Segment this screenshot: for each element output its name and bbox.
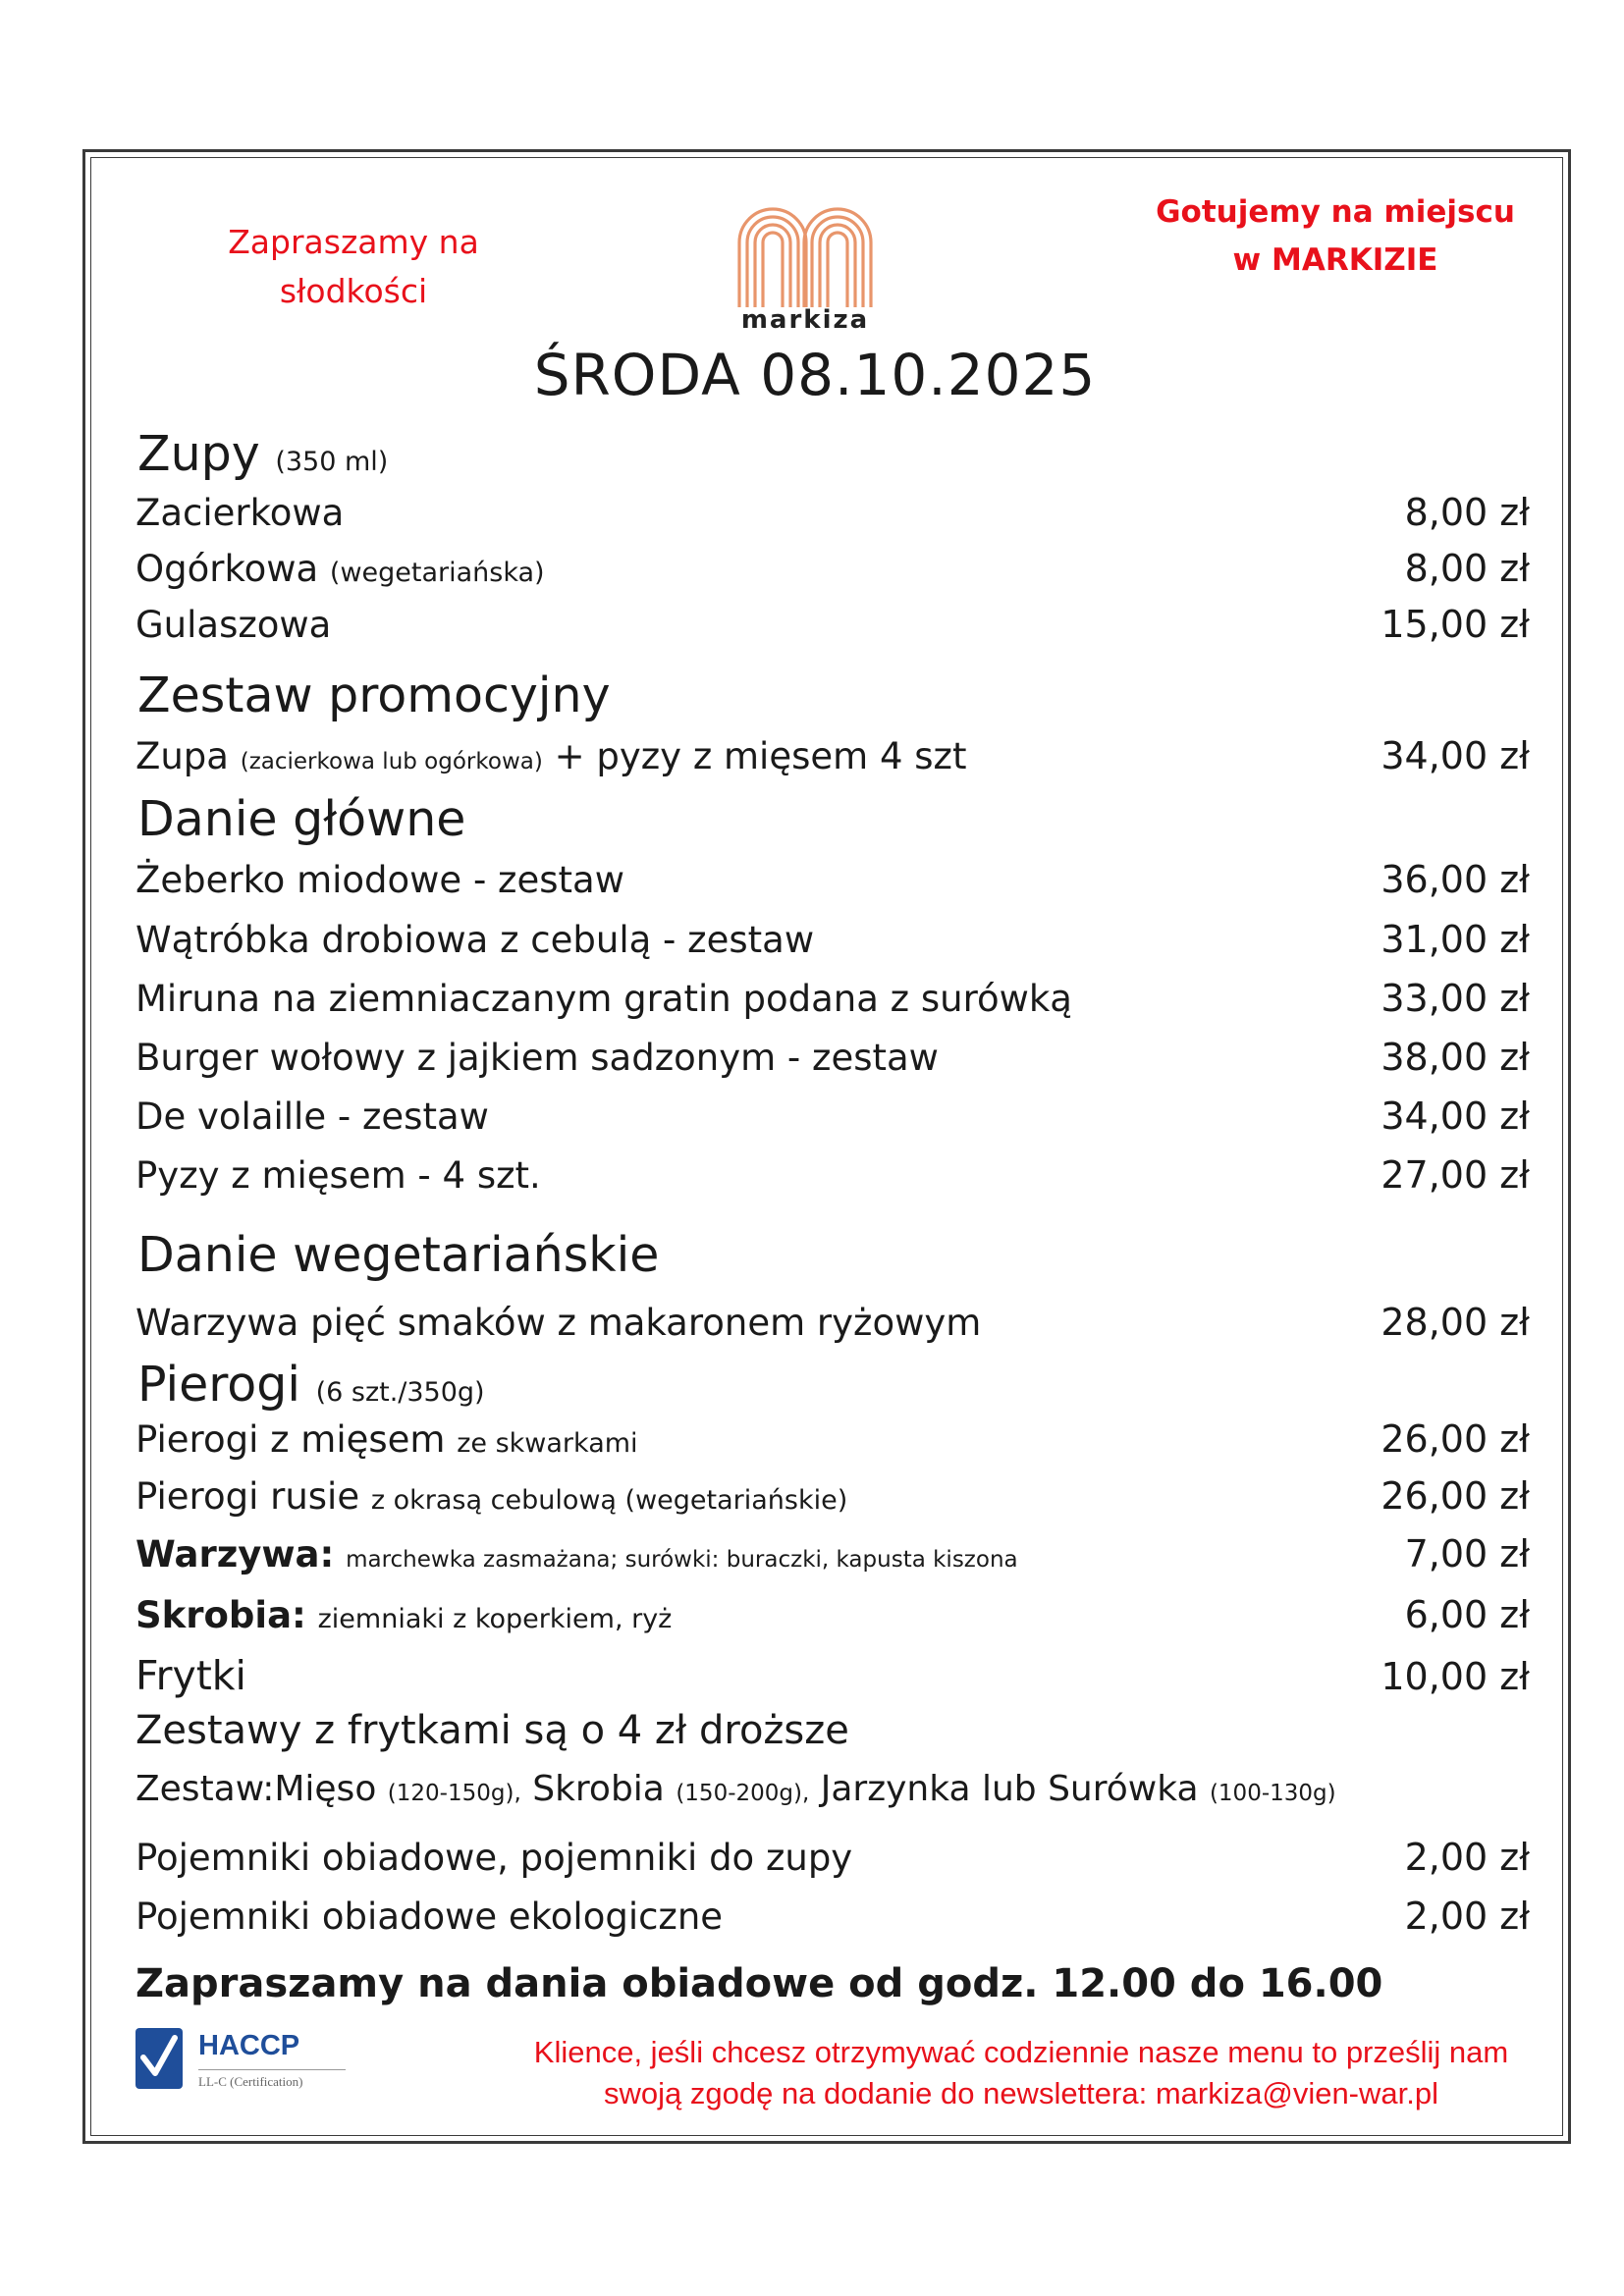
fries-surcharge-note: Zestawy z frytkami są o 4 zł droższe [135,1708,849,1753]
set-part-note: (100-130g) [1209,1781,1336,1806]
item-note: (wegetariańska) [329,558,545,588]
soups-title: Zupy [137,426,260,482]
item-note: ze skwarkami [457,1428,638,1459]
cooking-line-2: w MARKIZIE [1232,242,1438,278]
item-name: Pojemniki obiadowe ekologiczne [135,1896,724,1938]
menu-item [135,1095,1530,1138]
item-name: Żeberko miodowe - zestaw [135,859,624,901]
item-name: Wątróbka drobiowa z cebulą - zestaw [135,919,815,961]
markiza-logo-icon [731,201,879,309]
item-price: 26,00 zł [1380,1417,1530,1461]
item-name: De volaille - zestaw [135,1095,489,1138]
cooking-line-1: Gotujemy na miejscu [1156,194,1515,230]
item-name: Pojemniki obiadowe, pojemniki do zupy [135,1837,853,1879]
set-composition [135,1769,1336,1809]
item-note: marchewka zasmażana; surówki: buraczki, kapusta kiszona [346,1547,1018,1573]
menu-item [135,918,1530,961]
menu-item [135,734,1530,777]
item-name-text: Pierogi z mięsem [135,1418,446,1461]
item-price: 34,00 zł [1380,1095,1530,1138]
haccp-check-icon [135,2028,183,2089]
newsletter-line-1: Klience, jeśli chcesz otrzymywać codziennie nasze menu to prześlij nam [533,2035,1509,2069]
item-note: z okrasą cebulową (wegetariańskie) [370,1485,848,1516]
item-name-text: Pierogi rusie [135,1475,360,1518]
item-name-text: Ogórkowa [135,548,319,590]
item-price: 10,00 zł [1380,1655,1530,1698]
dumplings-portion-note: (6 szt./350g) [315,1377,485,1408]
newsletter-line-2: swoją zgodę na dodanie do newslettera: markiza@vien-war.pl [604,2076,1438,2110]
item-name [135,548,545,590]
set-part-note: (150-200g), [676,1781,810,1806]
item-note: (zacierkowa lub ogórkowa) [240,749,543,774]
item-price: 15,00 zł [1380,603,1530,646]
sweets-line-1: Zapraszamy na [228,223,479,261]
haccp-title: HACCP [198,2030,300,2061]
item-price: 28,00 zł [1380,1301,1530,1344]
haccp-badge [135,2028,352,2097]
item-name [135,1533,1018,1575]
menu-item [135,1474,1530,1518]
sweets-invitation [196,218,511,316]
section-title-main: Danie główne [137,791,466,847]
item-name [135,735,966,777]
item-price: 38,00 zł [1380,1036,1530,1079]
item-name: Zacierkowa [135,492,345,534]
dumplings-title: Pierogi [137,1357,300,1413]
section-title-soups [137,426,388,482]
item-name: Pyzy z mięsem - 4 szt. [135,1154,541,1197]
soups-portion-note: (350 ml) [275,447,389,477]
item-price: 7,00 zł [1404,1532,1530,1575]
item-price: 26,00 zł [1380,1474,1530,1518]
item-label: Warzywa: [135,1533,335,1575]
item-price: 6,00 zł [1404,1593,1530,1636]
menu-item [135,1153,1530,1197]
menu-item [135,547,1530,590]
item-note: ziemniaki z koperkiem, ryż [317,1604,673,1634]
menu-item [135,1836,1530,1879]
item-name: Gulaszowa [135,604,332,646]
set-part-veg: Jarzynka lub Surówka [820,1769,1199,1809]
menu-item [135,1895,1530,1938]
set-part-note: (120-150g), [387,1781,521,1806]
item-price: 27,00 zł [1380,1153,1530,1197]
menu-item [135,603,1530,646]
item-price: 31,00 zł [1380,918,1530,961]
menu-item [135,1532,1530,1575]
item-price: 33,00 zł [1380,977,1530,1020]
menu-date: ŚRODA 08.10.2025 [533,342,1097,408]
item-name: Warzywa pięć smaków z makaronem ryżowym [135,1302,982,1344]
menu-item [135,1301,1530,1344]
item-name [135,1475,847,1518]
item-name: Miruna na ziemniaczanym gratin podana z surówką [135,978,1072,1020]
set-part-meat: Zestaw:Mięso [135,1769,377,1809]
menu-item [135,1593,1530,1636]
menu-item [135,977,1530,1020]
item-name-rest: + pyzy z mięsem 4 szt [554,735,967,777]
item-name [135,1594,672,1636]
menu-item [135,1417,1530,1461]
section-title-promo: Zestaw promocyjny [137,667,611,723]
menu-item [135,858,1530,901]
set-part-starch: Skrobia [532,1769,665,1809]
item-price: 2,00 zł [1404,1836,1530,1879]
sweets-line-2: słodkości [279,272,428,310]
item-label: Skrobia: [135,1594,306,1636]
item-price: 2,00 zł [1404,1895,1530,1938]
item-name: Burger wołowy z jajkiem sadzonym - zestaw [135,1037,939,1079]
item-price: 8,00 zł [1404,491,1530,534]
menu-item [135,491,1530,534]
cooking-note [1139,188,1532,285]
section-title-dumplings [137,1357,485,1413]
item-name [135,1418,638,1461]
logo-wordmark: markiza [740,305,870,335]
menu-item [135,1036,1530,1079]
section-title-vegetarian: Danie wegetariańskie [137,1227,660,1283]
menu-item [135,1652,1530,1699]
item-price: 34,00 zł [1380,734,1530,777]
item-price: 8,00 zł [1404,547,1530,590]
newsletter-note [432,2032,1610,2114]
lunch-hours: Zapraszamy na dania obiadowe od godz. 12.00 do 16.00 [135,1961,1383,2006]
haccp-subtitle: LL-C (Certification) [198,2069,346,2090]
item-name: Frytki [135,1652,246,1699]
item-name-text: Zupa [135,735,229,777]
item-price: 36,00 zł [1380,858,1530,901]
